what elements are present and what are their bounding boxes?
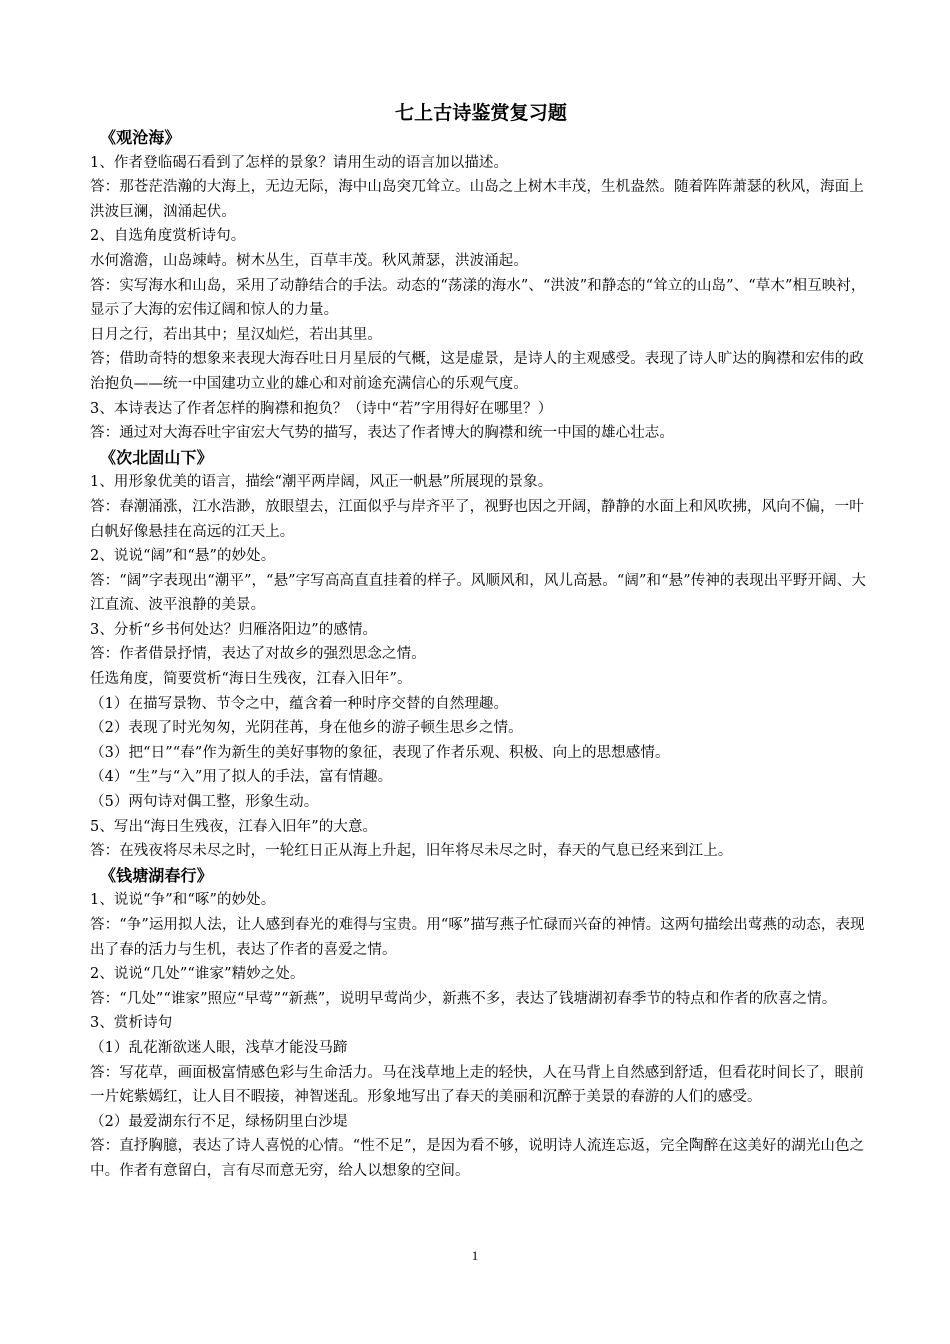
paragraph: 答：在残夜将尽未尽之时，一轮红日正从海上升起，旧年将尽未尽之时，春天的气息已经来到江上。 [90,843,733,860]
paragraph: （2）最爱湖东行不足，绿杨阴里白沙堤 [90,1113,348,1130]
paragraph: 2、自选角度赏析诗句。 [90,228,246,245]
paragraph: 答：“争”运用拟人法，让人感到春光的难得与宝贵。用“啄”描写燕子忙碌而兴奋的神情。这两句描绘出莺燕的动态，表现出了春的活力与生机，表达了作者的喜爱之情。 [90,917,865,958]
document-title: 七上古诗鉴赏复习题 [395,102,567,124]
paragraph: （1）乱花渐欲迷人眼，浅草才能没马蹄 [90,1039,348,1056]
paragraph: 答：“几处”“谁家”照应“早莺”“新燕”，说明早莺尚少，新燕不多，表达了钱塘湖初春季节的特点和作者的欣喜之情。 [90,990,837,1007]
section-heading: 《观沧海》 [100,128,181,147]
paragraph: 答：通过对大海吞吐宇宙宏大气势的描写，表达了作者博大的胸襟和统一中国的雄心壮志。 [90,425,674,442]
paragraph: 1、说说“争”和“啄”的妙处。 [90,892,276,909]
page-number: 1 [471,1248,479,1263]
paragraph: 2、说说“几处”“谁家”精妙之处。 [90,966,305,983]
paragraph: （5）两句诗对偶工整，形象生动。 [90,794,319,811]
paragraph: 答；借助奇特的想象来表现大海吞吐日月星辰的气概，这是虚景，是诗人的主观感受。表现了诗人旷达的胸襟和宏伟的政治抱负——统一中国建功立业的雄心和对前途充满信心的乐观气度。 [90,351,864,392]
paragraph: 水何澹澹，山岛竦峙。树木丛生，百草丰茂。秋风萧瑟，洪波涌起。 [90,252,528,269]
paragraph: （4）“生”与“入”用了拟人的手法，富有情趣。 [90,769,393,786]
paragraph: 答：春潮涌涨，江水浩渺，放眼望去，江面似乎与岸齐平了，视野也因之开阔，静静的水面上和风吹拂，风向不偏，一叶白帆好像悬挂在高远的江天上。 [90,498,864,540]
section-heading: 《钱塘湖春行》 [100,865,213,885]
paragraph: 5、写出“海日生残夜，江春入旧年”的大意。 [90,818,378,835]
poem-section [90,126,872,446]
paragraph: 答：写花草，画面极富情感色彩与生命活力。马在浅草地上走的轻快，人在马背上自然感到舒适，但看花时间长了，眼前一片姹紫嫣红，让人目不暇接，神智迷乱。形象地写出了春天的美丽和沉醉于美景的春游的人们的感受。 [90,1064,864,1106]
paragraph: 答：实写海水和山岛，采用了动静结合的手法。动态的“荡漾的海水”、“洪波”和静态的“耸立的山岛”、“草木”相互映衬，显示了大海的宏伟辽阔和惊人的力量。 [90,277,866,319]
paragraph: 答：直抒胸臆，表达了诗人喜悦的心情。“性不足”，是因为看不够，说明诗人流连忘返，完全陶醉在这美好的湖光山色之中。作者有意留白，言有尽而意无穷，给人以想象的空间。 [90,1138,865,1179]
poem-section [90,446,872,864]
paragraph: 答：那苍茫浩瀚的大海上，无边无际，海中山岛突兀耸立。山岛之上树木丰茂，生机盎然。随着阵阵萧瑟的秋风，海面上洪波巨澜，汹涌起伏。 [90,179,864,220]
paragraph: 答：“阔”字表现出“潮平”，“悬”字写高高直直挂着的样子。风顺风和，风儿高悬。“阔”和“悬”传神的表现出平野开阔、大江直流、波平浪静的美景。 [90,572,866,614]
document-sections [90,126,872,1184]
poem-section [90,864,872,1184]
paragraph: 3、赏析诗句 [90,1015,173,1032]
paragraph: （1）在描写景物、节令之中，蕴含着一种时序交替的自然理趣。 [90,695,509,712]
paragraph: 3、本诗表达了作者怎样的胸襟和抱负？（诗中“若”字用得好在哪里？） [90,400,553,417]
paragraph: 日月之行，若出其中；星汉灿烂，若出其里。 [90,326,382,343]
document-content [90,100,872,1184]
paragraph: 任选角度，简要赏析“海日生残夜，江春入旧年”。 [90,671,412,688]
paragraph: 2、说说“阔”和“悬”的妙处。 [90,548,276,565]
paragraph: （2）表现了时光匆匆，光阴荏苒，身在他乡的游子顿生思乡之情。 [90,720,523,737]
section-heading: 《次北固山下》 [100,447,213,467]
paragraph: 1、用形象优美的语言，描绘“潮平两岸阔，风正一帆悬”所展现的景象。 [90,474,553,491]
paragraph: （3）把“日”“春”作为新生的美好事物的象征，表现了作者乐观、积极、向上的思想感情。 [90,744,670,761]
paragraph: 1、作者登临碣石看到了怎样的景象？请用生动的语言加以描述。 [90,154,509,171]
paragraph: 3、分析“乡书何处达？归雁洛阳边”的感情。 [90,621,378,638]
paragraph: 答：作者借景抒情，表达了对故乡的强烈思念之情。 [90,646,426,663]
